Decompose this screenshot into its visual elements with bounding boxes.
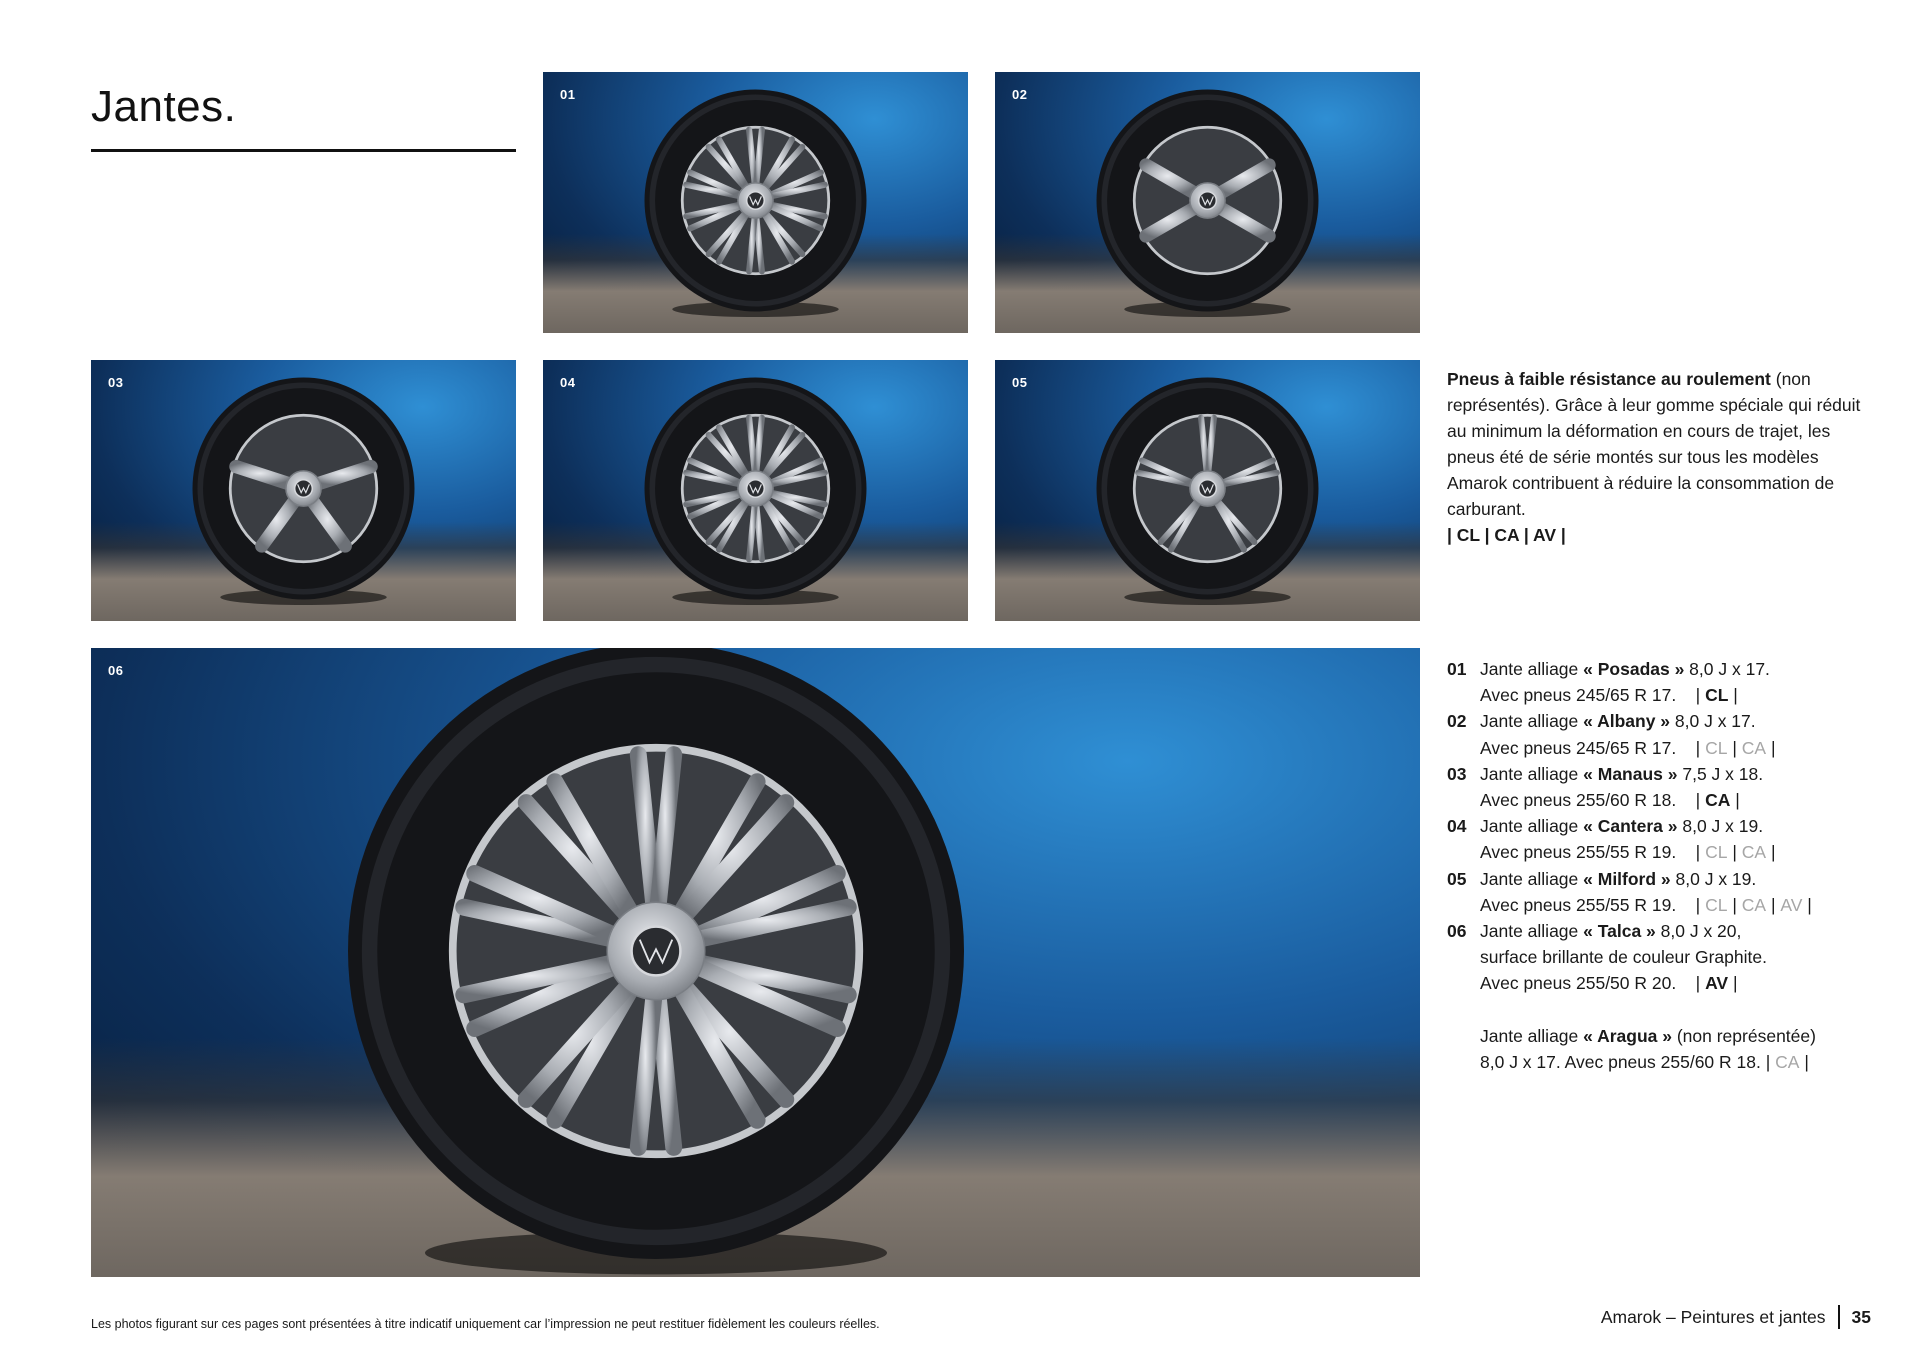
spec-prefix: Jante alliage bbox=[1480, 1025, 1584, 1046]
wheel-image bbox=[995, 360, 1420, 621]
spec-prefix: Jante alliage bbox=[1480, 711, 1584, 732]
spec-finish: surface brillante de couleur Graphite. bbox=[1480, 947, 1767, 968]
spec-item-05: 05 Jante alliage « Milford » 8,0 J x 19. Avec pneus 255/55 R 19. | CL | CA | AV | bbox=[1447, 866, 1887, 918]
trim-tag: CA bbox=[1741, 737, 1767, 758]
tyre-intro-text bbox=[1447, 366, 1877, 548]
spec-wheel-name: « Manaus » bbox=[1583, 763, 1678, 784]
spec-prefix: Jante alliage bbox=[1480, 868, 1584, 889]
trim-tag: CL bbox=[1705, 894, 1728, 915]
spec-tyre: 8,0 J x 17. Avec pneus 255/60 R 18. bbox=[1480, 1051, 1761, 1072]
spec-index: 05 bbox=[1447, 868, 1467, 889]
trim-tag: CL bbox=[1705, 842, 1728, 863]
wheel-image bbox=[995, 72, 1420, 333]
spec-item-01: 01 Jante alliage « Posadas » 8,0 J x 17. Avec pneus 245/65 R 17. | CL | bbox=[1447, 656, 1887, 708]
wheel-photo-03 bbox=[91, 360, 516, 621]
trim-tag: AV bbox=[1780, 894, 1803, 915]
trim-tag: CA bbox=[1741, 894, 1767, 915]
photo-number: 01 bbox=[560, 87, 576, 102]
spec-wheel-name: « Cantera » bbox=[1583, 816, 1678, 837]
wheel-photo-01 bbox=[543, 72, 968, 333]
spec-item-04: 04 Jante alliage « Cantera » 8,0 J x 19. Avec pneus 255/55 R 19. | CL | CA | bbox=[1447, 813, 1887, 865]
spec-size: 8,0 J x 19. bbox=[1670, 868, 1757, 889]
spec-index: 03 bbox=[1447, 763, 1467, 784]
photo-number: 03 bbox=[108, 375, 124, 390]
spec-wheel-name: « Albany » bbox=[1583, 711, 1671, 732]
spec-wheel-name: « Milford » bbox=[1583, 868, 1671, 889]
spec-wheel-name: « Talca » bbox=[1583, 921, 1656, 942]
wheel-image bbox=[543, 360, 968, 621]
spec-size: (non représentée) bbox=[1671, 1025, 1816, 1046]
spec-size: 8,0 J x 20, bbox=[1655, 921, 1742, 942]
trim-tag: CL bbox=[1705, 685, 1729, 706]
spec-item-extra: Jante alliage « Aragua » (non représentée) 8,0 J x 17. Avec pneus 255/60 R 18. | CA | bbox=[1480, 1025, 1816, 1072]
spec-prefix: Jante alliage bbox=[1480, 921, 1584, 942]
page-footer bbox=[1601, 1305, 1871, 1329]
spec-item-03: 03 Jante alliage « Manaus » 7,5 J x 18. Avec pneus 255/60 R 18. | CA | bbox=[1447, 761, 1887, 813]
wheel-image bbox=[91, 360, 516, 621]
wheel-photo-06 bbox=[91, 648, 1420, 1277]
wheel-photo-04 bbox=[543, 360, 968, 621]
photo-number: 05 bbox=[1012, 375, 1028, 390]
spec-index: 04 bbox=[1447, 816, 1467, 837]
spec-size: 8,0 J x 17. bbox=[1670, 711, 1756, 732]
wheel-photo-02 bbox=[995, 72, 1420, 333]
spec-wheel-name: « Posadas » bbox=[1583, 659, 1685, 679]
spec-size: 8,0 J x 19. bbox=[1677, 816, 1764, 837]
wheel-image bbox=[543, 72, 968, 333]
photo-number: 06 bbox=[108, 663, 124, 678]
page-number: 35 bbox=[1851, 1306, 1871, 1327]
trim-tag: CA bbox=[1705, 790, 1731, 811]
intro-heading: Pneus à faible résistance au roulement bbox=[1447, 369, 1771, 389]
intro-trim-tags: | CL | CA | AV | bbox=[1447, 525, 1566, 545]
spec-prefix: Jante alliage bbox=[1480, 659, 1584, 679]
wheel-photo-05 bbox=[995, 360, 1420, 621]
trim-tag: AV bbox=[1705, 973, 1729, 994]
spec-tyre: Avec pneus 245/65 R 17. bbox=[1480, 685, 1677, 706]
footer-divider bbox=[1838, 1305, 1840, 1329]
photo-number: 04 bbox=[560, 375, 576, 390]
trim-tag: CA bbox=[1741, 842, 1767, 863]
spec-tyre: Avec pneus 255/60 R 18. bbox=[1480, 790, 1677, 811]
spec-size: 7,5 J x 18. bbox=[1677, 763, 1764, 784]
spec-size: 8,0 J x 17. bbox=[1684, 659, 1770, 679]
photo-disclaimer: Les photos figurant sur ces pages sont présentées à titre indicatif uniquement car l’impression ne peut restituer fidèlement les couleurs réelles. bbox=[91, 1317, 880, 1331]
spec-tyre: Avec pneus 245/65 R 17. bbox=[1480, 737, 1677, 758]
spec-prefix: Jante alliage bbox=[1480, 816, 1584, 837]
page-title: Jantes. bbox=[91, 82, 237, 131]
spec-tyre: Avec pneus 255/55 R 19. bbox=[1480, 894, 1677, 915]
wheel-image bbox=[91, 648, 1420, 1277]
wheel-spec-list bbox=[1447, 656, 1887, 1075]
trim-tag: CA bbox=[1775, 1051, 1800, 1072]
intro-body: (non représentés). Grâce à leur gomme spéciale qui réduit au minimum la déformation en cours de trajet, les pneus été de série montés sur tous les modèles Amarok contribuent à réduire la consommation de carburant. bbox=[1447, 369, 1861, 519]
spec-index: 02 bbox=[1447, 711, 1467, 732]
spec-item-02: 02 Jante alliage « Albany » 8,0 J x 17. Avec pneus 245/65 R 17. | CL | CA | bbox=[1447, 708, 1887, 760]
spec-prefix: Jante alliage bbox=[1480, 763, 1584, 784]
title-underline bbox=[91, 149, 516, 152]
spec-index: 06 bbox=[1447, 921, 1467, 942]
spec-item-06: 06 Jante alliage « Talca » 8,0 J x 20, surface brillante de couleur Graphite. Avec pneus 255/50 R 20. | AV | bbox=[1447, 918, 1887, 997]
spec-wheel-name: « Aragua » bbox=[1583, 1025, 1672, 1046]
spec-tyre: Avec pneus 255/55 R 19. bbox=[1480, 842, 1677, 863]
trim-tag: CL bbox=[1705, 737, 1728, 758]
spec-tyre: Avec pneus 255/50 R 20. bbox=[1480, 973, 1677, 994]
photo-number: 02 bbox=[1012, 87, 1028, 102]
spec-index: 01 bbox=[1447, 659, 1467, 679]
footer-section: Amarok – Peintures et jantes bbox=[1600, 1306, 1826, 1327]
